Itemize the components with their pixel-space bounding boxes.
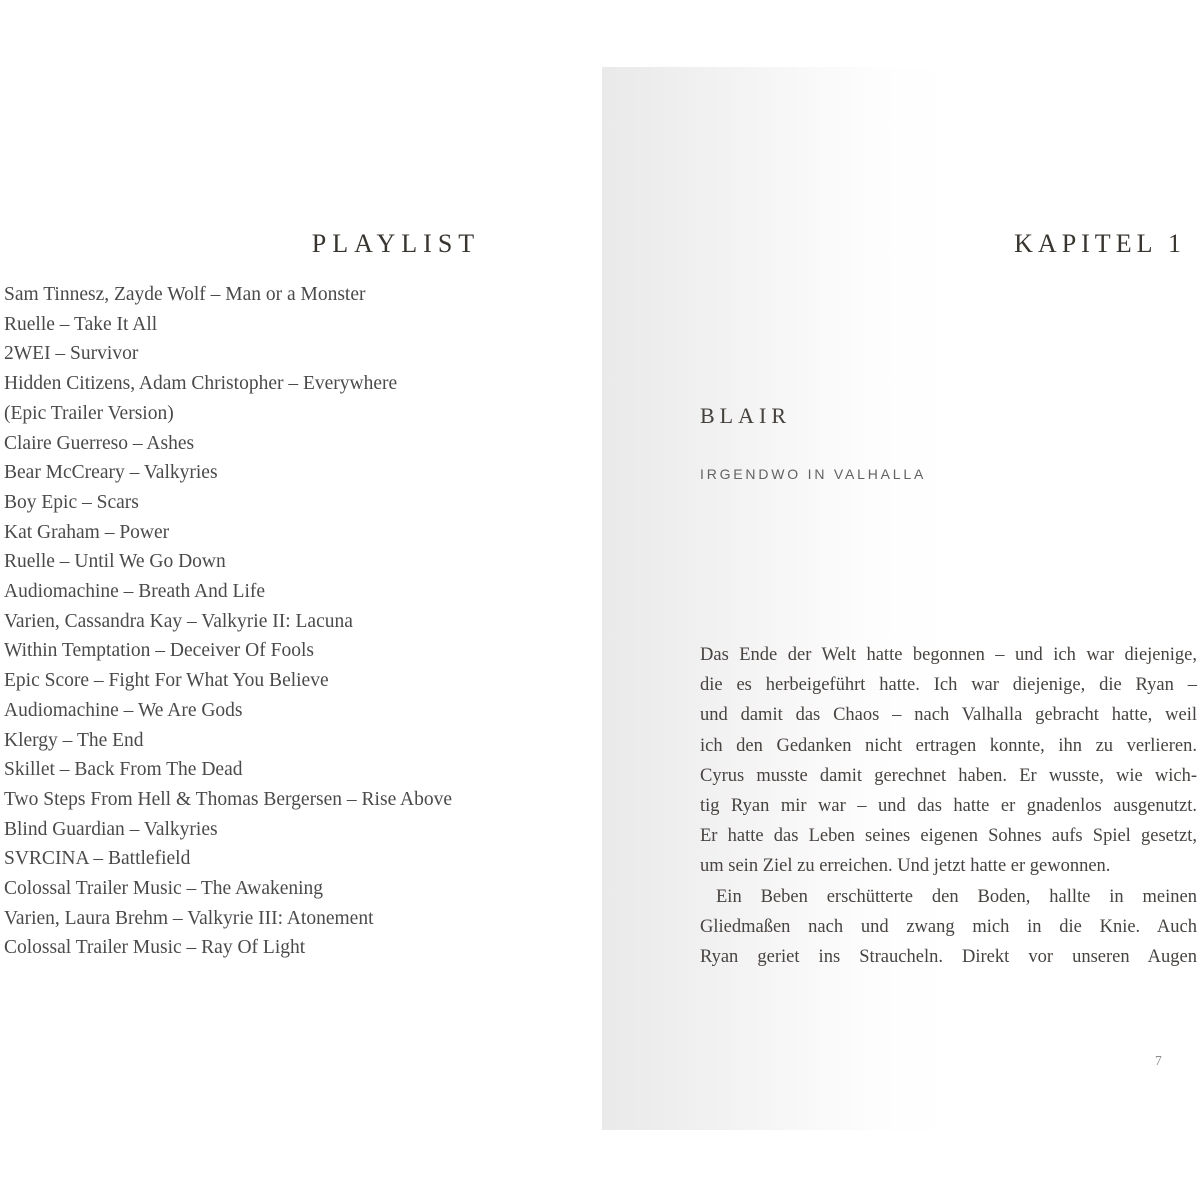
track-item: Bear McCreary – Valkyries [4,462,218,484]
playlist-track-list [4,280,596,963]
track-item: Ruelle – Take It All [4,313,158,335]
body-line: und damit das Chaos – nach Valhalla gebracht hatte, weil [700,705,1197,726]
track-item: Varien, Cassandra Kay – Valkyrie II: Lacuna [4,610,353,632]
chapter-location-subtitle: IRGENDWO IN VALHALLA [700,466,927,482]
body-line: ich den Gedanken nicht ertragen konnte, ihn zu verlieren. [700,735,1197,756]
body-line: Das Ende der Welt hatte begonnen – und ich war diejenige, [700,645,1197,665]
track-item: Audiomachine – We Are Gods [4,699,243,721]
track-item: Skillet – Back From The Dead [4,759,243,781]
track-item: Varien, Laura Brehm – Valkyrie III: Atonement [4,907,374,929]
track-item: Audiomachine – Breath And Life [4,581,266,603]
playlist-title: PLAYLIST [311,229,481,258]
track-item: Within Temptation – Deceiver Of Fools [4,640,314,662]
track-item: Ruelle – Until We Go Down [4,551,226,573]
page-number: 7 [1155,1053,1162,1068]
body-line: Cyrus musste damit gerechnet haben. Er wusste, wie wich- [700,765,1197,786]
track-item: Epic Score – Fight For What You Believe [4,670,329,692]
track-item: 2WEI – Survivor [4,343,139,365]
body-line: Er hatte das Leben seines eigenen Sohnes aufs Spiel gesetzt, [700,826,1197,847]
track-item: Boy Epic – Scars [4,491,139,513]
track-item: Kat Graham – Power [4,521,170,543]
track-item: Blind Guardian – Valkyries [4,818,218,840]
track-item: Claire Guerreso – Ashes [4,432,195,454]
body-line-paragraph-start: Ein Beben erschütterte den Boden, hallte in meinen [716,886,1197,907]
track-item: Sam Tinnesz, Zayde Wolf – Man or a Monster [4,284,366,305]
body-line: um sein Ziel zu erreichen. Und jetzt hatte er gewonnen. [700,856,1111,877]
track-item: Hidden Citizens, Adam Christopher – Everywhere [4,373,398,395]
pov-character-name: BLAIR [700,403,791,428]
chapter-title: KAPITEL 1 [1014,229,1186,258]
track-item: SVRCINA – Battlefield [4,848,191,870]
body-line: tig Ryan mir war – und das hatte er gnadenlos ausgenutzt. [700,796,1197,817]
body-line: Ryan geriet ins Straucheln. Direkt vor unseren Augen [700,947,1197,968]
track-item: Two Steps From Hell & Thomas Bergersen – Rise Above [4,788,453,810]
body-line: Gliedmaßen nach und zwang mich in die Knie. Auch [700,916,1197,937]
body-line: die es herbeigeführt hatte. Ich war diejenige, die Ryan – [700,675,1197,696]
chapter-body-text [700,640,1197,972]
track-item: Colossal Trailer Music – The Awakening [4,878,324,900]
track-item: Colossal Trailer Music – Ray Of Light [4,937,306,959]
track-item-continuation: (Epic Trailer Version) [4,402,174,424]
track-item: Klergy – The End [4,729,144,751]
